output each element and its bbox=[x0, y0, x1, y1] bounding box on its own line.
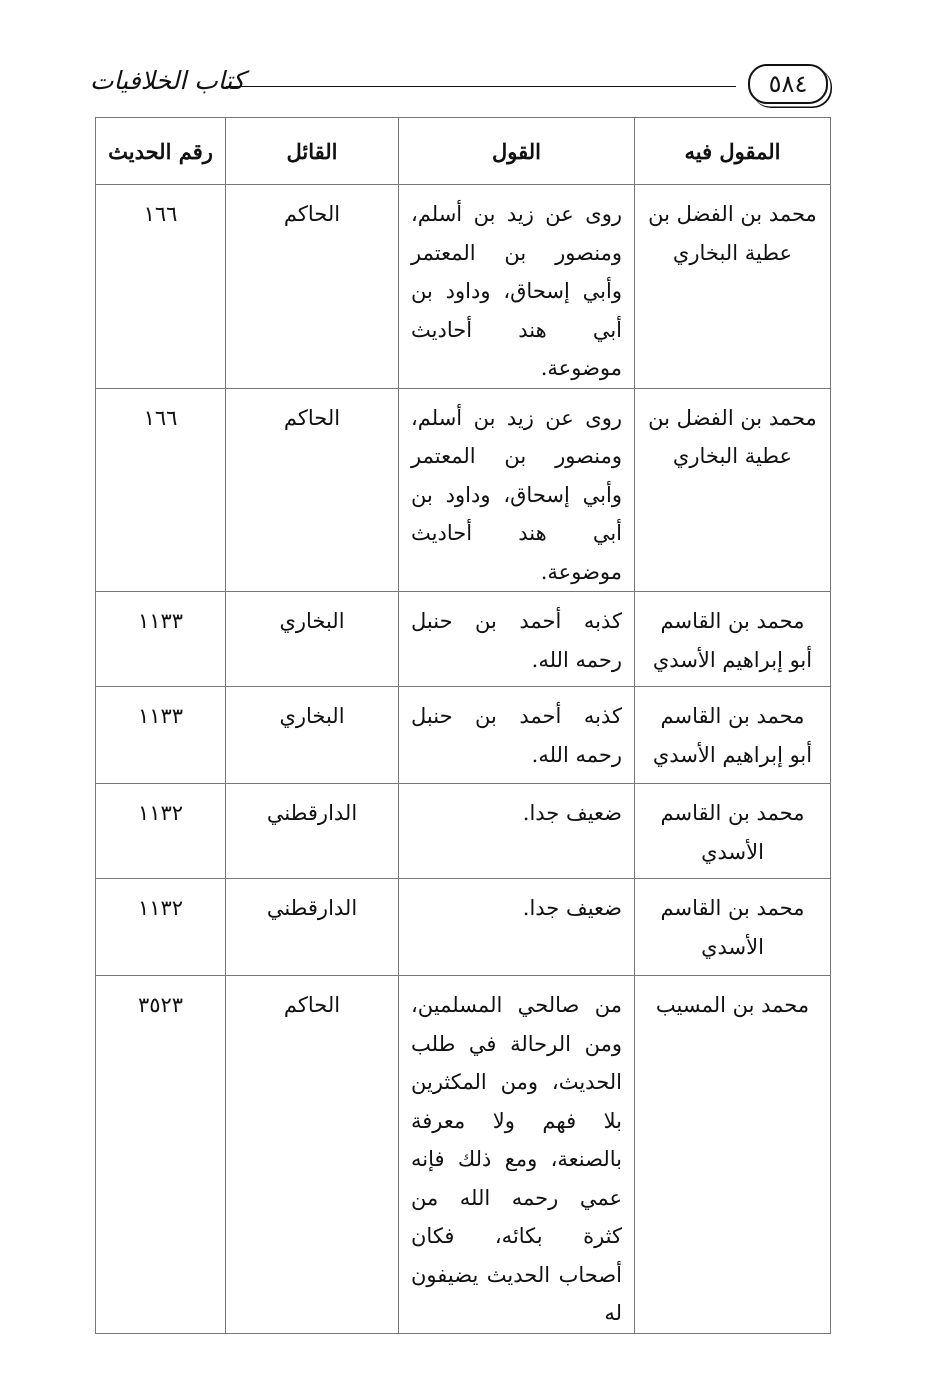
sayer-cell: الدارقطني bbox=[226, 879, 399, 976]
subject-cell: محمد بن القاسم الأسدي bbox=[635, 784, 831, 879]
book-title: كتاب الخلافيات bbox=[90, 66, 245, 95]
sayer-cell: البخاري bbox=[226, 592, 399, 687]
table-row bbox=[96, 784, 831, 879]
subject-cell: محمد بن القاسم الأسدي bbox=[635, 879, 831, 976]
quote-cell: كذبه أحمد بن حنبل رحمه الله. bbox=[399, 687, 635, 784]
sayer-cell: الحاكم bbox=[226, 976, 399, 1334]
hadith-number-cell: ١١٣٣ bbox=[96, 592, 226, 687]
narrators-table bbox=[95, 117, 831, 1334]
quote-cell: من صالحي المسلمين، ومن الرحالة في طلب الحديث، ومن المكثرين بلا فهم ولا معرفة بالصنعة، ومع ذلك فإنه عمي رحمه الله من كثرة بكائه، فكان أصحاب الحديث يضيفون له bbox=[399, 976, 635, 1334]
sayer-cell: الحاكم bbox=[226, 388, 399, 592]
quote-cell: روى عن زيد بن أسلم، ومنصور بن المعتمر وأبي إسحاق، وداود بن أبي هند أحاديث موضوعة. bbox=[399, 388, 635, 592]
hadith-number-cell: ١٦٦ bbox=[96, 185, 226, 389]
column-header-subject: المقول فيه bbox=[635, 118, 831, 185]
subject-cell: محمد بن القاسم أبو إبراهيم الأسدي bbox=[635, 687, 831, 784]
quote-cell: كذبه أحمد بن حنبل رحمه الله. bbox=[399, 592, 635, 687]
table-header-row bbox=[96, 118, 831, 185]
column-header-hadith-number: رقم الحديث bbox=[96, 118, 226, 185]
subject-cell: محمد بن الفضل بن عطية البخاري bbox=[635, 388, 831, 592]
table-row bbox=[96, 879, 831, 976]
subject-cell: محمد بن المسيب bbox=[635, 976, 831, 1334]
sayer-cell: البخاري bbox=[226, 687, 399, 784]
quote-cell: ضعيف جدا. bbox=[399, 784, 635, 879]
quote-cell: ضعيف جدا. bbox=[399, 879, 635, 976]
table-row bbox=[96, 592, 831, 687]
hadith-number-cell: ١١٣٣ bbox=[96, 687, 226, 784]
column-header-quote: القول bbox=[399, 118, 635, 185]
page-header bbox=[88, 62, 836, 106]
column-header-sayer: القائل bbox=[226, 118, 399, 185]
subject-cell: محمد بن القاسم أبو إبراهيم الأسدي bbox=[635, 592, 831, 687]
hadith-number-cell: ١٦٦ bbox=[96, 388, 226, 592]
table-row bbox=[96, 976, 831, 1334]
quote-cell: روى عن زيد بن أسلم، ومنصور بن المعتمر وأبي إسحاق، وداود بن أبي هند أحاديث موضوعة. bbox=[399, 185, 635, 389]
sayer-cell: الحاكم bbox=[226, 185, 399, 389]
subject-cell: محمد بن الفضل بن عطية البخاري bbox=[635, 185, 831, 389]
header-rule bbox=[226, 86, 736, 87]
table-row bbox=[96, 687, 831, 784]
sayer-cell: الدارقطني bbox=[226, 784, 399, 879]
hadith-number-cell: ٣٥٢٣ bbox=[96, 976, 226, 1334]
table-row bbox=[96, 388, 831, 592]
page-number: ٥٨٤ bbox=[748, 64, 828, 104]
table-row bbox=[96, 185, 831, 389]
hadith-number-cell: ١١٣٢ bbox=[96, 879, 226, 976]
hadith-number-cell: ١١٣٢ bbox=[96, 784, 226, 879]
